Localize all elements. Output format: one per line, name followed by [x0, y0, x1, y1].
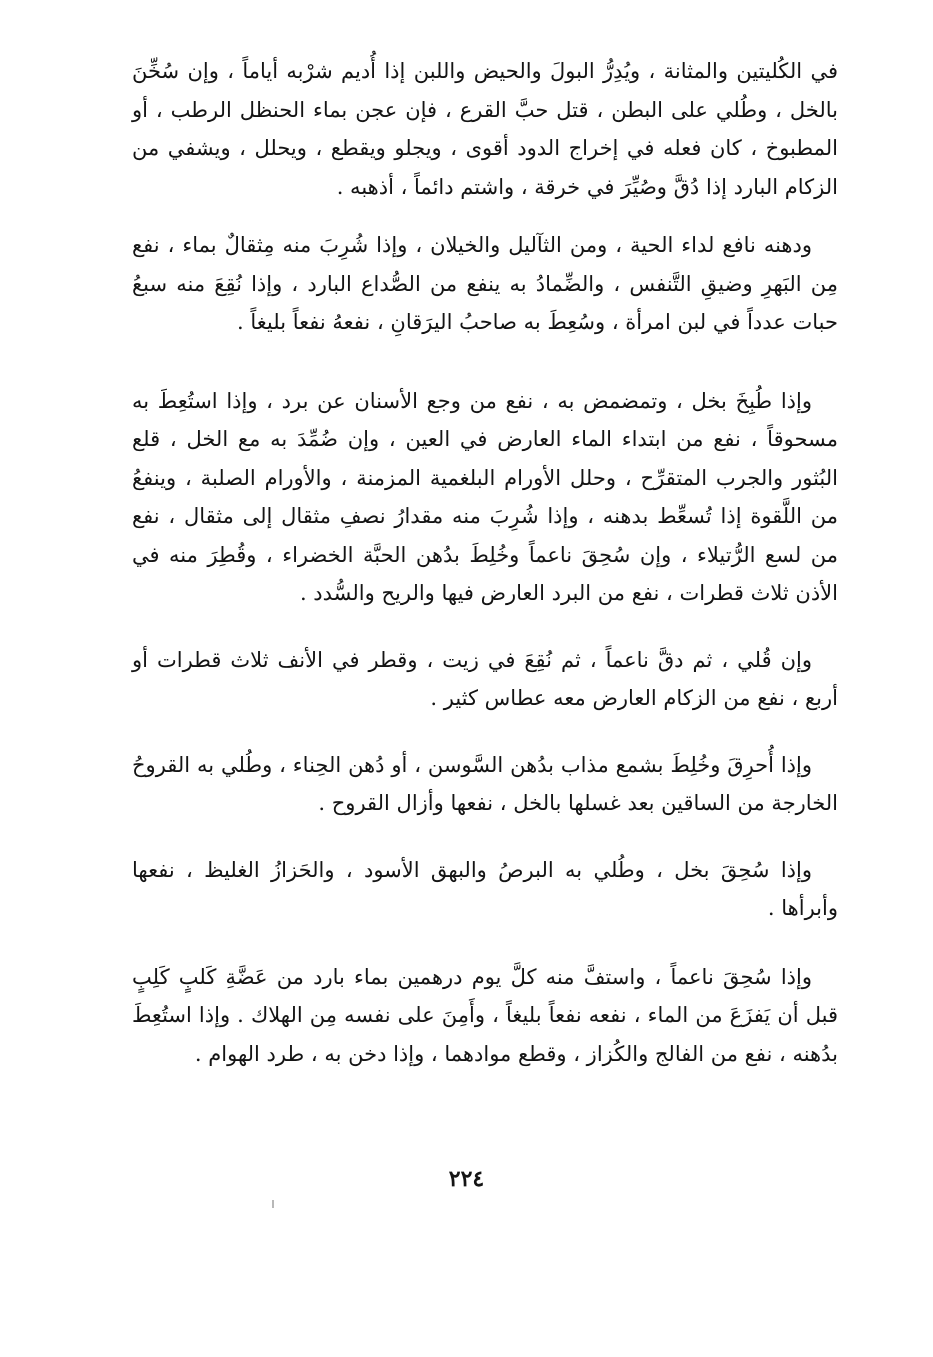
- scan-speck: [272, 1200, 274, 1208]
- paragraph-7: وإذا سُحِقَ ناعماً ، واستفَّ منه كلَّ يوم درهمين بماء بارد من عَضَّةِ كَلبٍ كَلِبٍ قبل أن يَفزَعَ من الماء ، نفعه نفعاً بليغاً ، وأَمِنَ على نفسه مِن الهلاك . وإذا استُعِطَ بدُهنه ، نفع من الفالج والكُزاز ، وقطع موادهما ، وإذا دخن به ، طرد الهوام .: [132, 964, 838, 1066]
- paragraph-2: ودهنه نافع لداء الحية ، ومن الثآليل والخيلان ، وإذا شُرِبَ منه مِثقالٌ بماء ، نفع مِن البَهرِ وضيقِ التَّنفس ، والضِّمادُ به ينفع من الصُّداع البارد ، وإذا نُقِعَ منه سبعُ حبات عدداً في لبن امرأة ، وسُعِطَ به صاحبُ اليرَقانِ ، نفعهُ نفعاً بليغاً .: [132, 233, 838, 334]
- body-text: [132, 52, 838, 1073]
- paragraph-4: وإن قُلي ، ثم دقَّ ناعماً ، ثم نُقِعَ في زيت ، وقطر في الأنف ثلاث قطرات أو أربع ، نفع من الزكام العارض معه عطاس كثير .: [132, 647, 838, 710]
- page-number: ٢٢٤: [448, 1166, 485, 1192]
- paragraph-5: وإذا أُحرِقَ وخُلِطَ بشمع مذاب بدُهن السَّوسن ، أو دُهن الحِناء ، وطُلي به القروحُ الخارجة من الساقين بعد غسلها بالخل ، نفعها وأزال القروح .: [132, 752, 838, 815]
- paragraph-3: وإذا طُبِخَ بخل ، وتمضمض به ، نفع من وجع الأسنان عن برد ، وإذا استُعِطَ به مسحوقاً ، نفع من ابتداء الماء العارض في العين ، وإن ضُمِّدَ به مع الخل ، قلع البُثور والجرب المتقرِّح ، وحلل الأورام البلغمية المزمنة ، والأورام الصلبة ، وينفعُ من اللَّقوة إذا تُسعِّط بدهنه ، وإذا شُرِبَ منه مقدارُ نصفِ مثقال إلى مثقال ، نفع من لسع الرُّتيلاء ، وإن سُحِقَ ناعماً وخُلِطَ بدُهن الحبَّة الخضراء ، وقُطِرَ منه في الأذن ثلاث قطرات ، نفع من البرد العارض فيها والريح والسُّدد .: [132, 388, 838, 605]
- paragraph-6: وإذا سُحِقَ بخل ، وطُلي به البرصُ والبهق الأسود ، والحَزازُ الغليظ ، نفعها وأبرأها .: [132, 857, 838, 920]
- paragraph-1: في الكُليتين والمثانة ، ويُدِرُّ البولَ والحيض واللبن إذا أُديم شرْبه أياماً ، وإن سُخِّنَ بالخل ، وطُلي على البطن ، قتل حبَّ القرع ، فإن عجن بماء الحنظل الرطب ، أو المطبوخ ، كان فعله في إخراج الدود أقوى ، ويجلو ويقطع ، ويحلل ، ويشفي من الزكام البارد إذا دُقَّ وصُيِّرَ في خرقة ، واشتم دائماً ، أذهبه .: [132, 59, 838, 199]
